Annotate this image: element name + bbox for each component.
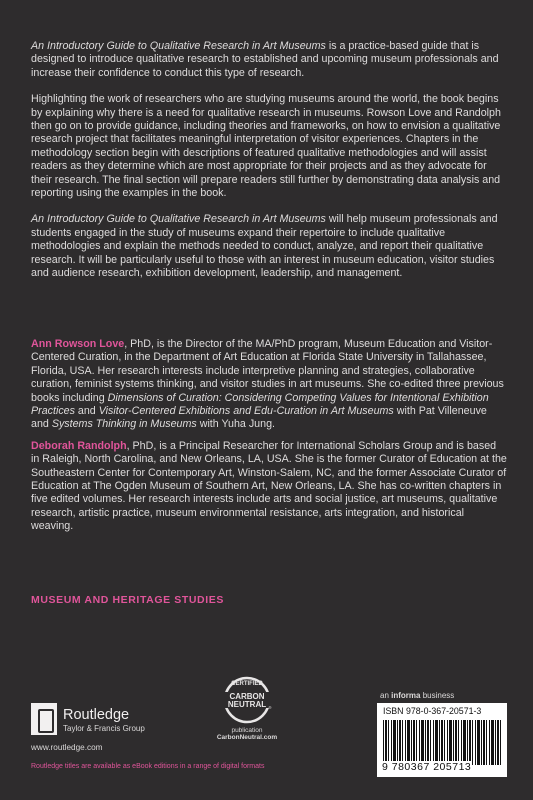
isbn-number: ISBN 978-0-367-20571-3 — [383, 706, 482, 716]
book-title-italic: Dimensions of Curation: Considering Competing Values for Intentional Exhibition Practices — [31, 391, 489, 418]
series-label: MUSEUM AND HERITAGE STUDIES — [31, 594, 224, 606]
book-title-italic: An Introductory Guide to Qualitative Research in Art Museums — [31, 40, 326, 52]
informa-prefix: an — [380, 691, 392, 700]
carbon-neutral-icon — [217, 675, 277, 725]
publisher-url: www.routledge.com — [31, 743, 103, 752]
carbon-certified-text: CERTIFIED — [231, 681, 263, 687]
carbon-neutral-badge — [207, 675, 287, 741]
carbon-word: CARBON — [229, 692, 265, 701]
description-paragraph-3 — [31, 213, 507, 280]
book-title-italic: Visitor-Centered Exhibitions and Edu-Curation in Art Museums — [98, 405, 394, 418]
bio-text: with Yuha Jung. — [196, 418, 275, 431]
barcode-digits: 9 780367 205713 — [382, 761, 472, 773]
neutral-word: NEUTRAL — [227, 700, 267, 709]
book-title-italic: Systems Thinking in Museums — [51, 418, 197, 431]
routledge-r-icon — [31, 703, 57, 735]
publisher-name: Routledge — [63, 707, 130, 723]
bio-text: , PhD, is the Director of the MA/PhD program, Museum Education and Visitor-Centered Curation, in the Department of Art Education at Florida State University in Tallahassee, Florida, USA. Her research interests include interpretive planning and strategies, collaborative curation, feminist systems thinking, and visitor studies in art museums. She co-edited three previous books including — [31, 338, 504, 404]
registered-mark: ® — [268, 705, 272, 710]
author-bios — [31, 338, 507, 542]
book-title-italic: An Introductory Guide to Qualitative Research in Art Museums — [31, 213, 326, 226]
bio-text: with Pat Villeneuve and — [31, 405, 487, 431]
informa-brand: informa — [391, 691, 421, 700]
description-text: is a practice-based guide that is designed to introduce qualitative research to established and upcoming museum professionals and increase their confidence to conduct this type of research. — [31, 40, 499, 79]
author-bio-love — [31, 338, 507, 432]
carbon-url-text: CarbonNeutral.com — [216, 734, 278, 741]
author-name-randolph: Deborah Randolph — [31, 439, 127, 452]
barcode-bars-icon — [383, 720, 501, 765]
bio-text: , PhD, is a Principal Researcher for International Scholars Group and is based in Raleigh, North Carolina, and New Orleans, LA, USA. She is the former Curator of Education at the Southeastern Center for Contemporary Art, Winston-Salem, NC, and the former Associate Curator of Education at The Ogden Museum of Southern Art, New Orleans, LA. She has co-written chapters in five edited volumes. Her research interests include arts and social justice, art museums, qualitative research, artistic practice, museum environmental resistance, arts integration, and historical weaving. — [31, 439, 507, 533]
informa-business-label — [380, 691, 454, 700]
publisher-subtitle: Taylor & Francis Group — [63, 724, 145, 733]
bio-text: and — [74, 405, 99, 418]
author-bio-randolph — [31, 440, 507, 534]
description-paragraph-2: Highlighting the work of researchers who are studying museums around the world, the book begins by explaining why there is a need for qualitative research in museums. Rowson Love and Randolph then go on to provide guidance, including theories and frameworks, on how to envision a qualitative research project that facilitates meaningful interpretation of visitor experiences. Chapters in the methodology section begin with descriptions of featured qualitative methodologies and will assist readers as they determine which are most appropriate for their projects and as they advocate for their research. The final section will prepare readers still further by demonstrating data analysis and reporting using the examples in the book. — [31, 93, 501, 200]
carbon-publication-text: publication — [231, 727, 263, 734]
book-description — [31, 40, 507, 294]
description-paragraph-1 — [31, 40, 507, 80]
isbn-barcode — [377, 703, 507, 777]
ebook-availability-note: Routledge titles are available as eBook editions in a range of digital formats — [31, 763, 265, 770]
author-name-love: Ann Rowson Love — [31, 338, 125, 350]
description-text: will help museum professionals and students engaged in the study of museums expand their repertoire to include qualitative methodologies and explain the methods needed to conduct, analyze, and report their qualitative research. It will be particularly useful to those with an interest in museum education, visitor studies and audience research, exhibition development, leadership, and management. — [31, 213, 498, 280]
informa-suffix: business — [420, 691, 455, 700]
